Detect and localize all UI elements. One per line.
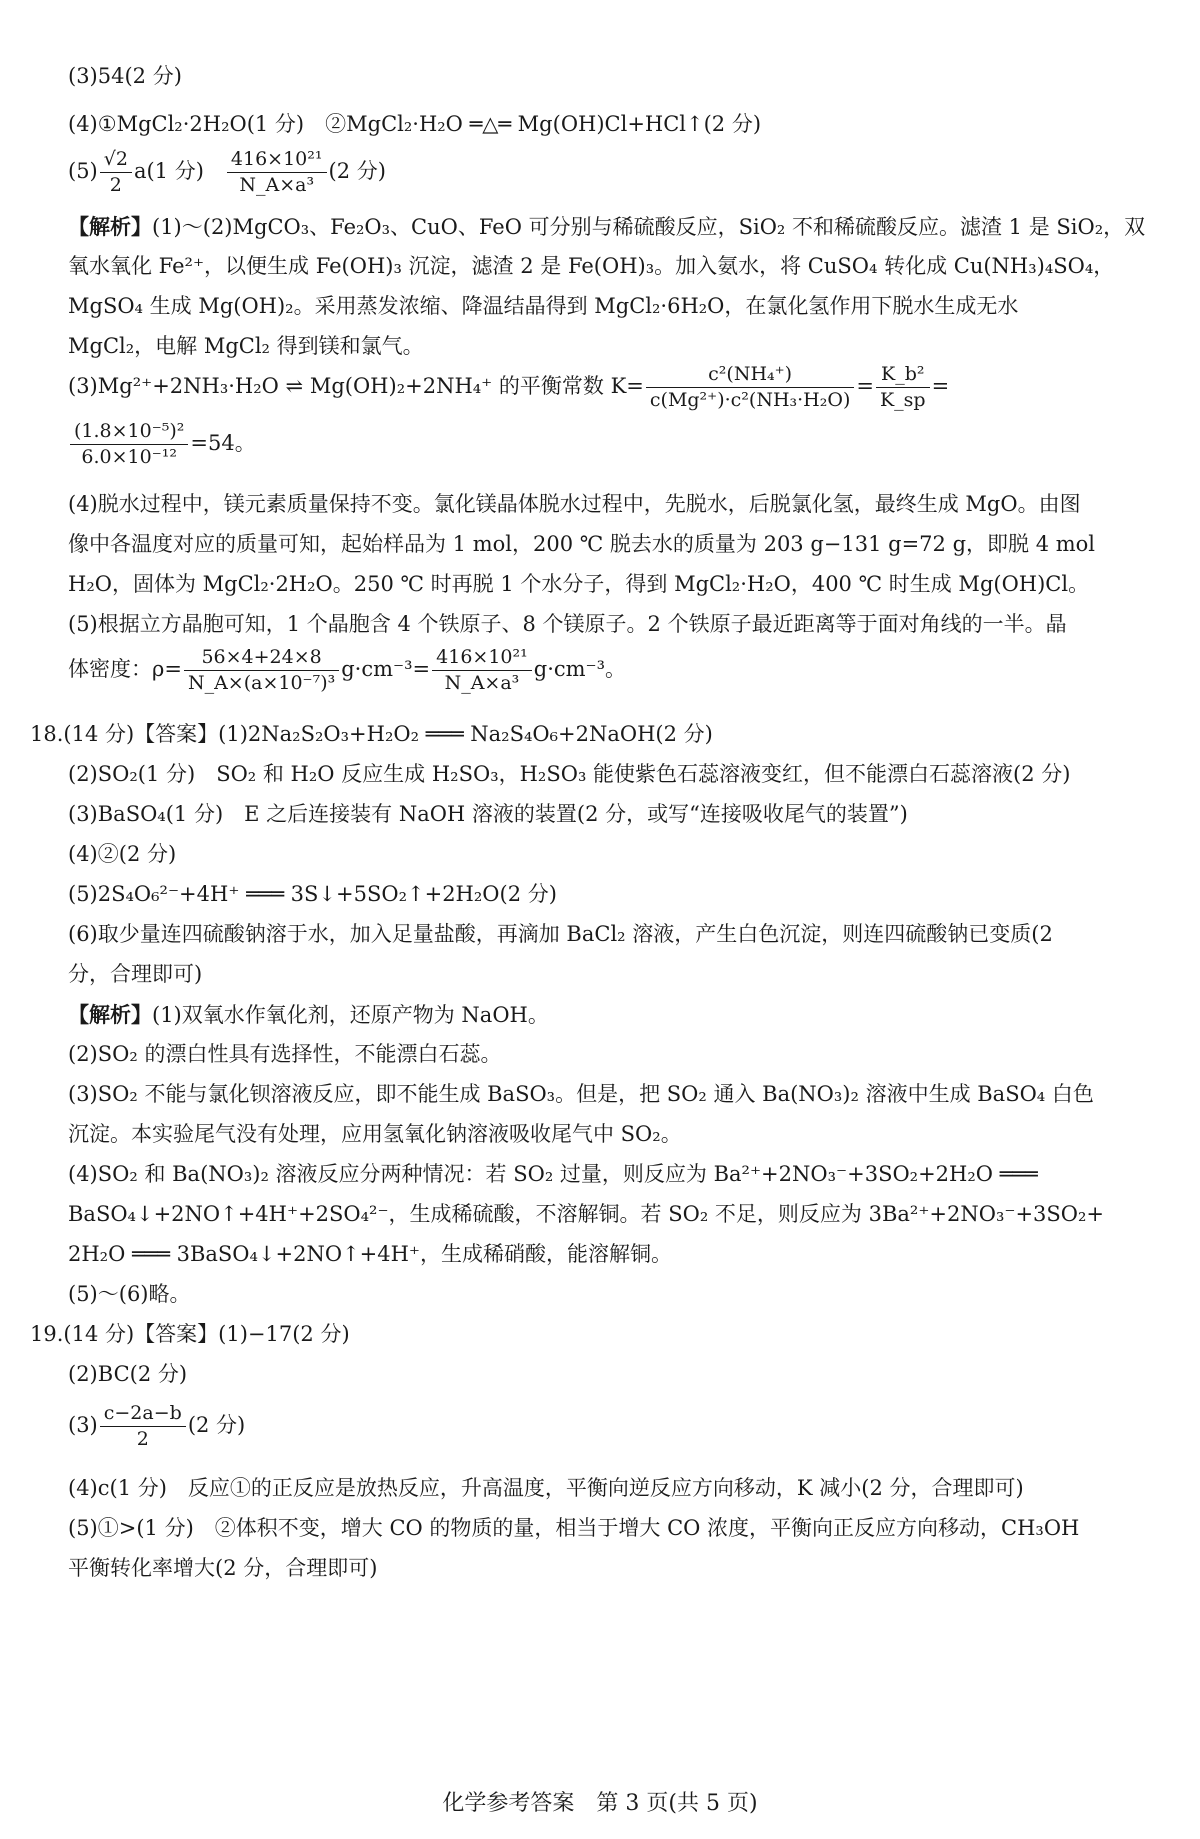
- answer-17-4: (4)①MgCl₂·2H₂O(1 分) ②MgCl₂·H₂O ═△═ Mg(OH)Cl+HCl↑(2 分): [68, 112, 762, 136]
- analysis-18-1: 【解析】(1)双氧水作氧化剂，还原产物为 NaOH。: [68, 1002, 549, 1027]
- analysis-17-line-4: MgCl₂，电解 MgCl₂ 得到镁和氯气。: [68, 334, 424, 358]
- analysis-18-3-cont: 沉淀。本实验尾气没有处理，应用氢氧化钠溶液吸收尾气中 SO₂。: [68, 1122, 682, 1146]
- question-18-answer-2: (2)SO₂(1 分) SO₂ 和 H₂O 反应生成 H₂SO₃，H₂SO₃ 能使紫色石蕊溶液变红，但不能漂白石蕊溶液(2 分): [68, 762, 1071, 786]
- question-18-answer-5: (5)2S₄O₆²⁻+4H⁺ ═══ 3S↓+5SO₂↑+2H₂O(2 分): [68, 882, 557, 906]
- question-18-answer-1: 18.(14 分)【答案】(1)2Na₂S₂O₃+H₂O₂ ═══ Na₂S₄O₆+2NaOH(2 分): [30, 722, 713, 746]
- analysis-17-4-line-1: (4)脱水过程中，镁元素质量保持不变。氯化镁晶体脱水过程中，先脱水，后脱氯化氢，最终生成 MgO。由图: [68, 492, 1081, 516]
- question-19-answer-5-cont: 平衡转化率增大(2 分，合理即可): [68, 1556, 378, 1580]
- fraction: $\frac{\text{(1.8×10⁻⁵)²}}{\text{6.0×10⁻¹²}}$: [70, 422, 188, 467]
- fraction: $\frac{\text{416×10²¹}}{\text{N\_A×a³}}$: [227, 150, 327, 195]
- question-18-answer-6: (6)取少量连四硫酸钠溶于水，加入足量盐酸，再滴加 BaCl₂ 溶液，产生白色沉淀，则连四硫酸钠已变质(2: [68, 922, 1053, 946]
- analysis-18-5-6: (5)～(6)略。: [68, 1282, 191, 1306]
- analysis-18-2: (2)SO₂ 的漂白性具有选择性，不能漂白石蕊。: [68, 1042, 502, 1066]
- question-19-answer-2: (2)BC(2 分): [68, 1362, 188, 1386]
- fraction: $\frac{\text{c²(NH₄⁺)}}{\text{c(Mg²⁺)·c²(NH₃·H₂O)}}$: [646, 365, 854, 410]
- analysis-17-line-1: 【解析】(1)～(2)MgCO₃、Fe₂O₃、CuO、FeO 可分别与稀硫酸反应，SiO₂ 不和稀硫酸反应。滤渣 1 是 SiO₂，双: [68, 214, 1146, 239]
- analysis-17-4-line-3: H₂O，固体为 MgCl₂·2H₂O。250 ℃ 时再脱 1 个水分子，得到 MgCl₂·H₂O，400 ℃ 时生成 Mg(OH)Cl。: [68, 572, 1090, 596]
- analysis-18-4: (4)SO₂ 和 Ba(NO₃)₂ 溶液反应分两种情况：若 SO₂ 过量，则反应为 Ba²⁺+2NO₃⁻+3SO₂+2H₂O ═══: [68, 1162, 1038, 1186]
- page-footer: 化学参考答案 第 3 页(共 5 页): [442, 1791, 758, 1816]
- fraction: $\frac{56\times 4+24\times 8}{\text{N\_A×(a×10⁻⁷)³}}$: [184, 648, 339, 693]
- analysis-17-line-2: 氧水氧化 Fe²⁺，以便生成 Fe(OH)₃ 沉淀，滤渣 2 是 Fe(OH)₃。加入氨水，将 CuSO₄ 转化成 Cu(NH₃)₄SO₄，: [68, 254, 1115, 278]
- fraction: $\frac{\text{K\_b²}}{K\_sp}$: [876, 365, 930, 410]
- question-19-answer-5: (5)①>(1 分) ②体积不变，增大 CO 的物质的量，相当于增大 CO 浓度，平衡向正反应方向移动，CH₃OH: [68, 1516, 1080, 1540]
- analysis-17-4-line-2: 像中各温度对应的质量可知，起始样品为 1 mol，200 ℃ 脱去水的质量为 203 g−131 g=72 g，即脱 4 mol: [68, 532, 1095, 556]
- fraction: $\frac{\text{416×10²¹}}{\text{N\_A×a³}}$: [432, 648, 532, 693]
- question-19-answer-1: 19.(14 分)【答案】(1)−17(2 分): [30, 1322, 350, 1346]
- answer-17-3: (3)54(2 分): [68, 64, 182, 88]
- question-18-answer-3: (3)BaSO₄(1 分) E 之后连接装有 NaOH 溶液的装置(2 分，或写“连接吸收尾气的装置”): [68, 802, 908, 826]
- analysis-17-5-density: 体密度：ρ= $\frac{56\times 4+24\times 8}{\text{N\_A×(a×10⁻⁷)³}}$ g·cm⁻³= $\frac{\text{416×10²¹}}{\text{N\_A×a³}}$ g·cm⁻³。: [68, 646, 627, 694]
- analysis-18-4-cont-1: BaSO₄↓+2NO↑+4H⁺+2SO₄²⁻，生成稀硫酸，不溶解铜。若 SO₂ 不足，则反应为 3Ba²⁺+2NO₃⁻+3SO₂+: [68, 1202, 1105, 1226]
- question-18-answer-4: (4)②(2 分): [68, 842, 177, 866]
- question-18-answer-6-cont: 分，合理即可): [68, 962, 203, 986]
- analysis-17-3-result: $\frac{\text{(1.8×10⁻⁵)²}}{\text{6.0×10⁻¹²}}$ =54。: [68, 422, 256, 467]
- analysis-18-3: (3)SO₂ 不能与氯化钡溶液反应，即不能生成 BaSO₃。但是，把 SO₂ 通入 Ba(NO₃)₂ 溶液中生成 BaSO₄ 白色: [68, 1082, 1094, 1106]
- answer-17-5: (5) $\frac{√2}{2}$ a(1 分) $\frac{\text{416×10²¹}}{\text{N\_A×a³}}$ (2 分): [68, 148, 386, 196]
- analysis-18-4-cont-2: 2H₂O ═══ 3BaSO₄↓+2NO↑+4H⁺，生成稀硝酸，能溶解铜。: [68, 1242, 673, 1266]
- fraction: $\frac{√2}{2}$: [100, 150, 132, 195]
- analysis-17-3-equilibrium: (3)Mg²⁺+2NH₃·H₂O ⇌ Mg(OH)₂+2NH₄⁺ 的平衡常数 K= $\frac{\text{c²(NH₄⁺)}}{\text{c(Mg²⁺)·c²(NH₃·H₂O)}}$ = $\frac{\text{K\_b²}}{K\_sp}$ =: [68, 363, 950, 411]
- fraction: $\frac{c-2a-b}{2}$: [100, 1404, 186, 1449]
- question-19-answer-4: (4)c(1 分) 反应①的正反应是放热反应，升高温度，平衡向逆反应方向移动，K 减小(2 分，合理即可): [68, 1476, 1024, 1500]
- analysis-17-line-3: MgSO₄ 生成 Mg(OH)₂。采用蒸发浓缩、降温结晶得到 MgCl₂·6H₂O，在氯化氢作用下脱水生成无水: [68, 294, 1019, 318]
- question-19-answer-3: (3) $\frac{c-2a-b}{2}$ (2 分): [68, 1402, 246, 1450]
- analysis-17-5-line-1: (5)根据立方晶胞可知，1 个晶胞含 4 个铁原子、8 个镁原子。2 个铁原子最近距离等于面对角线的一半。晶: [68, 612, 1067, 636]
